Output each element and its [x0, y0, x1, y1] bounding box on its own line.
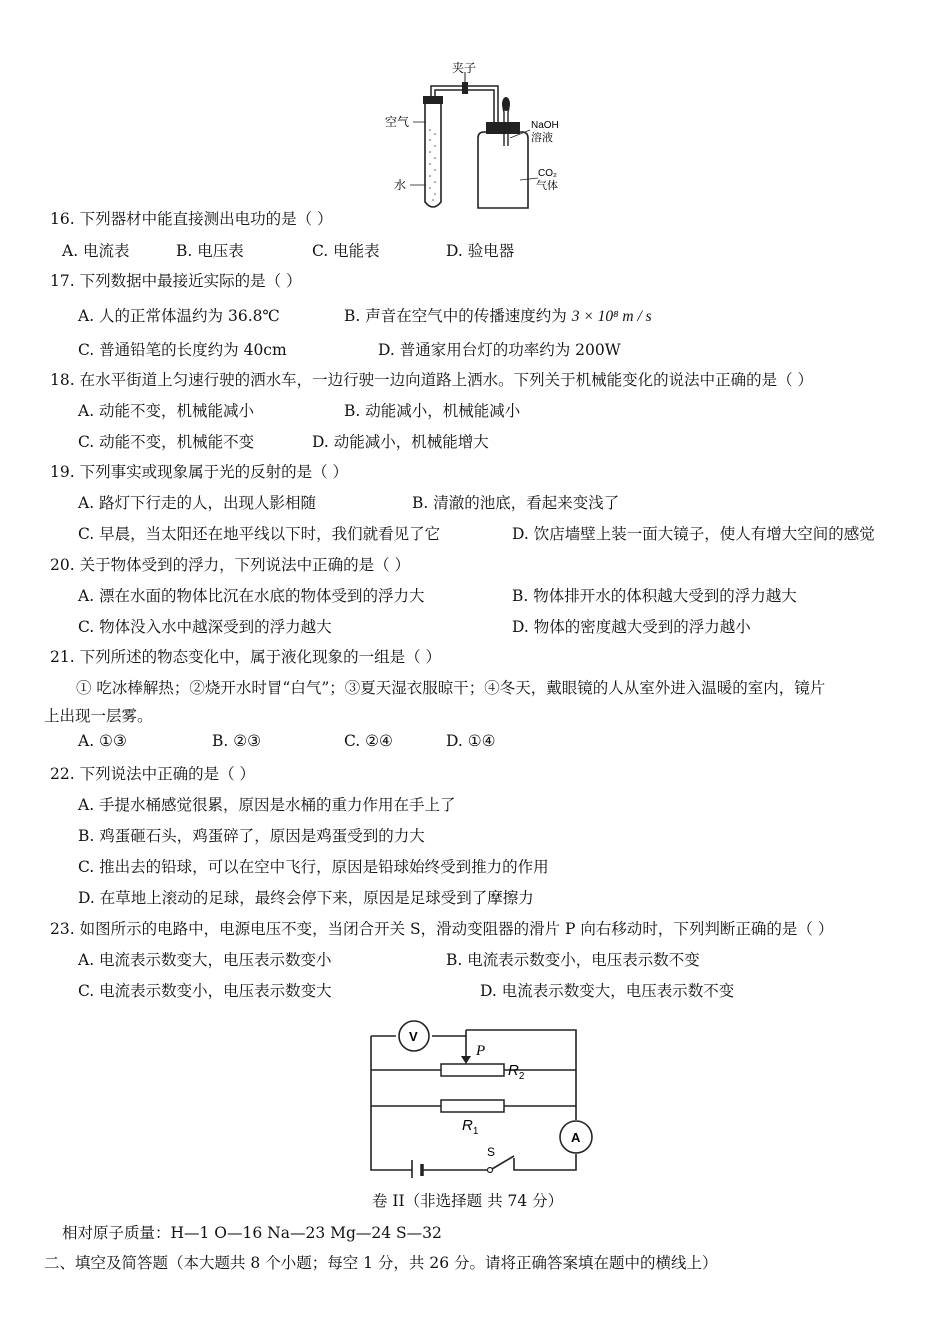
q18-option-b: B. 动能减小，机械能减小	[344, 402, 521, 420]
atomic-mass-line: 相对原子质量：H—1 O—16 Na—23 Mg—24 S—32	[62, 1224, 442, 1242]
water-fill	[429, 129, 436, 201]
q17-option-b-formula: 3 × 10⁸ m / s	[571, 308, 652, 325]
q20-option-c: C. 物体没入水中越深受到的浮力越大	[78, 618, 332, 636]
q16-option-b: B. 电压表	[176, 242, 244, 260]
q19-option-c: C. 早晨，当太阳还在地平线以下时，我们就看见了它	[78, 525, 441, 543]
q23-option-a: A. 电流表示数变大，电压表示数变小	[78, 951, 332, 969]
switch-label: S	[487, 1145, 496, 1159]
q21-body-line2: 上出现一层雾。	[44, 707, 153, 725]
q21-option-a: A. ①③	[78, 732, 127, 750]
q17-stem: 17. 下列数据中最接近实际的是（ ）	[50, 272, 302, 290]
q21-option-c: C. ②④	[344, 732, 393, 750]
q22-option-d: D. 在草地上滚动的足球，最终会停下来，原因是足球受到了摩擦力	[78, 889, 534, 907]
q20-option-a: A. 漂在水面的物体比沉在水底的物体受到的浮力大	[78, 587, 425, 605]
slider-arrow	[461, 1056, 471, 1064]
q16-option-a: A. 电流表	[62, 242, 130, 260]
resistor-r1	[441, 1100, 504, 1112]
q21-body-line1: ① 吃冰棒解热；②烧开水时冒“白气”；③夏天湿衣服晾干；④冬天，戴眼镜的人从室外进入温暖的室内，镜片	[76, 679, 826, 697]
co2-label: CO₂	[538, 168, 557, 179]
naoh-label-2: 溶液	[531, 132, 553, 144]
q18-option-c: C. 动能不变，机械能不变	[78, 433, 255, 451]
q17-option-d: D. 普通家用台灯的功率约为 200W	[378, 341, 621, 359]
gas-bottle	[478, 132, 528, 208]
q21-option-b: B. ②③	[212, 732, 262, 750]
q20-option-d: D. 物体的密度越大受到的浮力越小	[512, 618, 751, 636]
slider-label: P	[476, 1043, 486, 1059]
q22-stem: 22. 下列说法中正确的是（ ）	[50, 765, 256, 783]
q16-option-c: C. 电能表	[312, 242, 380, 260]
q22-option-a: A. 手提水桶感觉很累，原因是水桶的重力作用在手上了	[78, 796, 456, 814]
q20-stem: 20. 关于物体受到的浮力，下列说法中正确的是（ ）	[50, 556, 411, 574]
q19-option-a: A. 路灯下行走的人，出现人影相随	[78, 494, 317, 512]
co2-label-2: 气体	[536, 180, 558, 192]
clip	[462, 82, 468, 94]
q23-option-b: B. 电流表示数变小，电压表示数不变	[446, 951, 700, 969]
test-tube-stopper	[423, 96, 443, 104]
r1-label: $R_1$	[462, 1117, 479, 1137]
voltmeter-label: V	[409, 1029, 418, 1044]
q19-option-d: D. 饮店墙壁上装一面大镜子，使人有增大空间的感觉	[512, 525, 875, 543]
clip-label: 夹子	[452, 61, 477, 75]
air-label: 空气	[385, 115, 410, 129]
q17-option-b	[344, 304, 652, 326]
section-title: 卷 II（非选择题 共 74 分）	[372, 1192, 564, 1210]
q20-option-b: B. 物体排开水的体积越大受到的浮力越大	[512, 587, 797, 605]
q17-option-b-text: B. 声音在空气中的传播速度约为	[344, 307, 567, 325]
naoh-label: NaOH	[531, 120, 559, 131]
q21-option-d: D. ①④	[446, 732, 496, 750]
circuit-diagram	[366, 1018, 596, 1178]
q22-option-c: C. 推出去的铅球，可以在空中飞行，原因是铅球始终受到推力的作用	[78, 858, 549, 876]
q16-option-d: D. 验电器	[446, 242, 515, 260]
ammeter-label: A	[571, 1130, 581, 1145]
q23-stem: 23. 如图所示的电路中，电源电压不变，当闭合开关 S，滑动变阻器的滑片 P 向右移动时，下列判断正确的是（ ）	[50, 920, 834, 938]
q18-stem: 18. 在水平街道上匀速行驶的洒水车，一边行驶一边向道路上洒水。下列关于机械能变化的说法中正确的是（ ）	[50, 371, 814, 389]
bottle-stopper	[486, 122, 520, 134]
q23-option-d: D. 电流表示数变大，电压表示数不变	[480, 982, 735, 1000]
q16-stem: 16. 下列器材中能直接测出电功的是（ ）	[50, 210, 333, 228]
test-tube	[425, 102, 441, 207]
resistor-r2	[441, 1064, 504, 1076]
q17-option-c: C. 普通铅笔的长度约为 40cm	[78, 341, 287, 359]
switch-lever	[492, 1156, 514, 1169]
q19-option-b: B. 清澈的池底，看起来变浅了	[412, 494, 620, 512]
section2-heading: 二、填空及简答题（本大题共 8 个小题；每空 1 分，共 26 分。请将正确答案填在题中的横线上）	[44, 1254, 718, 1272]
q18-option-d: D. 动能减小，机械能增大	[312, 433, 489, 451]
q19-stem: 19. 下列事实或现象属于光的反射的是（ ）	[50, 463, 349, 481]
q18-option-a: A. 动能不变，机械能减小	[78, 402, 255, 420]
q17-option-a: A. 人的正常体温约为 36.8℃	[78, 307, 280, 325]
water-label: 水	[394, 178, 407, 192]
q22-option-b: B. 鸡蛋砸石头，鸡蛋碎了，原因是鸡蛋受到的力大	[78, 827, 425, 845]
r2-label: $R_2$	[508, 1062, 525, 1082]
q21-stem: 21. 下列所述的物态变化中，属于液化现象的一组是（ ）	[50, 648, 442, 666]
q23-option-c: C. 电流表示数变小，电压表示数变大	[78, 982, 332, 1000]
apparatus-figure	[380, 60, 580, 215]
